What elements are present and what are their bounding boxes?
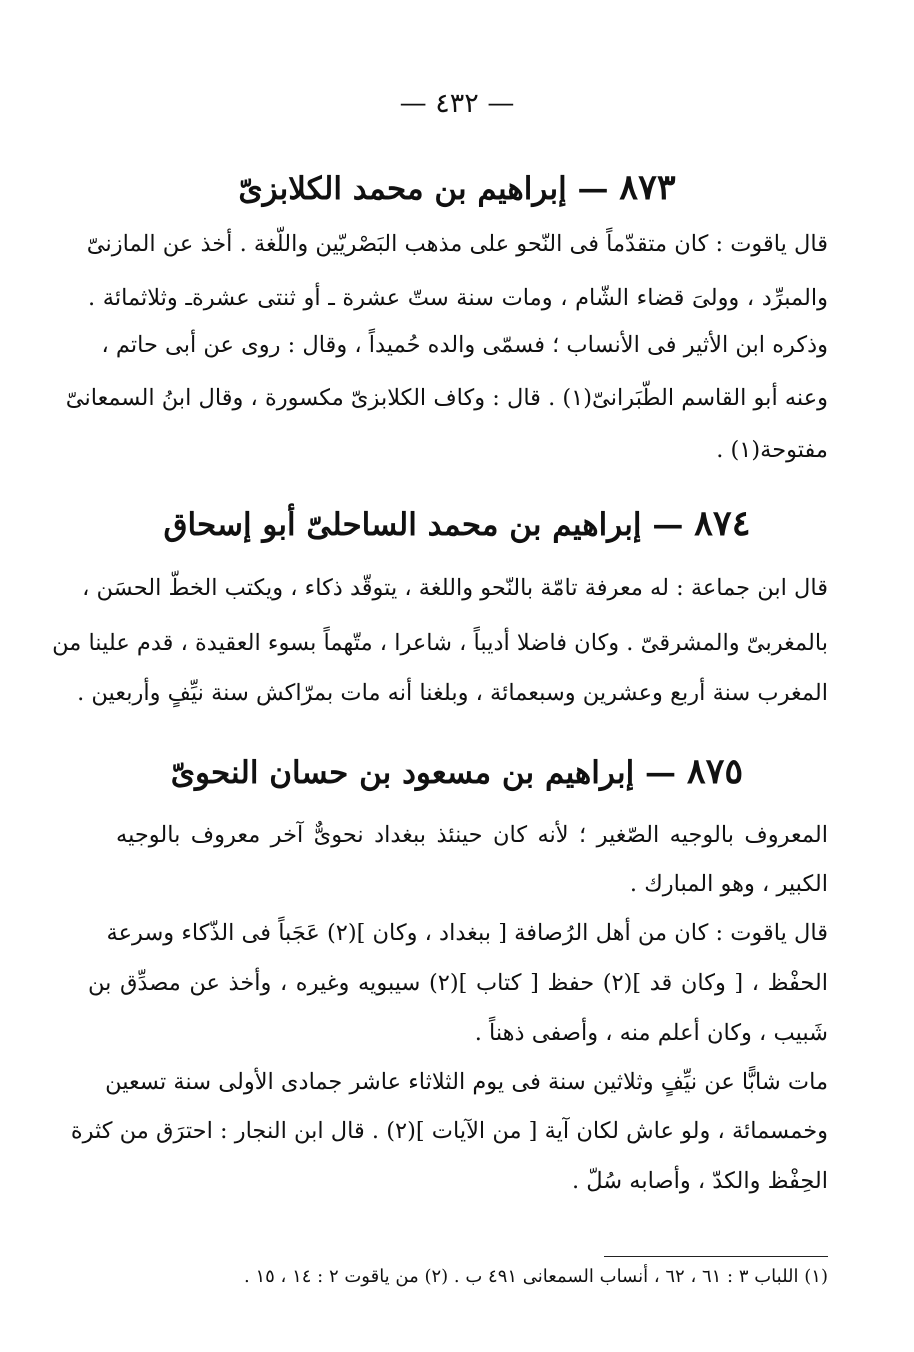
entry-heading: — إبراهيم بن محمد الساحلىّ أبو إسحاق <box>163 507 684 543</box>
entry-873-title <box>60 166 854 211</box>
text-line: قال ابن جماعة : له معرفة تامّة بالنّحو واللغة ، يتوقّد ذكاء ، ويكتب الخطّ الحسَن ، <box>82 575 828 601</box>
text-line: قال ياقوت : كان من أهل الرُصافة [ ببغداد ، وكان ](٢) عَجَباً فى الذّكاء وسرعة <box>106 920 828 946</box>
text-line: وذكره ابن الأثير فى الأنساب ؛ فسمّى والده حُميداً ، وقال : روى عن أبى حاتم ، <box>101 332 828 358</box>
entry-number: ٨٧٣ <box>619 167 676 208</box>
text-line: المغرب سنة أربع وعشرين وسبعمائة ، وبلغنا أنه مات بمرّاكش سنة نيِّفٍ وأربعين . <box>77 680 828 706</box>
text-line: المعروف بالوجيه الصّغير ؛ لأنه كان حينئذ ببغداد نحوىٌّ آخر معروف بالوجيه <box>116 822 828 848</box>
text-line: شَبيب ، وكان أعلم منه ، وأصفى ذهناً . <box>474 1020 828 1046</box>
entry-heading: — إبراهيم بن مسعود بن حسان النحوىّ <box>170 755 677 791</box>
text-line: مفتوحة(١) . <box>716 437 828 463</box>
text-line: والمبرِّد ، وولىَ قضاء الشّام ، ومات سنة ستّ عشرة ـ أو ثنتى عشرةـ وثلاثمائة . <box>88 285 828 311</box>
page-number: — ٤٣٢ — <box>399 88 515 119</box>
text-line: الحِفْظ والكدّ ، وأصابه سُلّ . <box>571 1168 828 1194</box>
text-line: وعنه أبو القاسم الطّبَرانىّ(١) . قال : وكاف الكلابزىّ مكسورة ، وقال ابنُ السمعانىّ <box>65 385 828 411</box>
text-line: مات شابًّا عن نيِّفٍ وثلاثين سنة فى يوم الثلاثاء عاشر جمادى الأولى سنة تسعين <box>105 1069 828 1095</box>
text-line: قال ياقوت : كان متقدّماً فى النّحو على مذهب البَصْريّين واللّغة . أخذ عن المازنىّ <box>86 231 828 257</box>
text-line: بالمغربىّ والمشرقىّ . وكان فاضلا أديباً ، شاعرا ، متّهماً بسوء العقيدة ، قدم علينا من <box>52 630 828 656</box>
text-line: الحفْظ ، [ وكان قد ](٢) حفظ [ كتاب ](٢) سيبويه وغيره ، وأخذ عن مصدِّق بن <box>88 970 828 996</box>
entry-heading: — إبراهيم بن محمد الكلابزىّ <box>238 171 609 207</box>
entry-874-title <box>60 502 854 547</box>
footnote-divider <box>604 1256 828 1257</box>
text-line: وخمسمائة ، ولو عاش لكان آية [ من الآيات ](٢) . قال ابن النجار : احترَق من كثرة <box>70 1118 828 1144</box>
entry-number: ٨٧٤ <box>694 503 751 544</box>
text-line: الكبير ، وهو المبارك . <box>629 871 828 897</box>
entry-875-title <box>60 750 854 795</box>
footnotes: (١) اللباب ٣ : ٦١ ، ٦٢ ، أنساب السمعانى ٤٩١ ب . (٢) من ياقوت ٢ : ١٤ ، ١٥ . <box>244 1266 828 1287</box>
entry-number: ٨٧٥ <box>686 751 744 792</box>
